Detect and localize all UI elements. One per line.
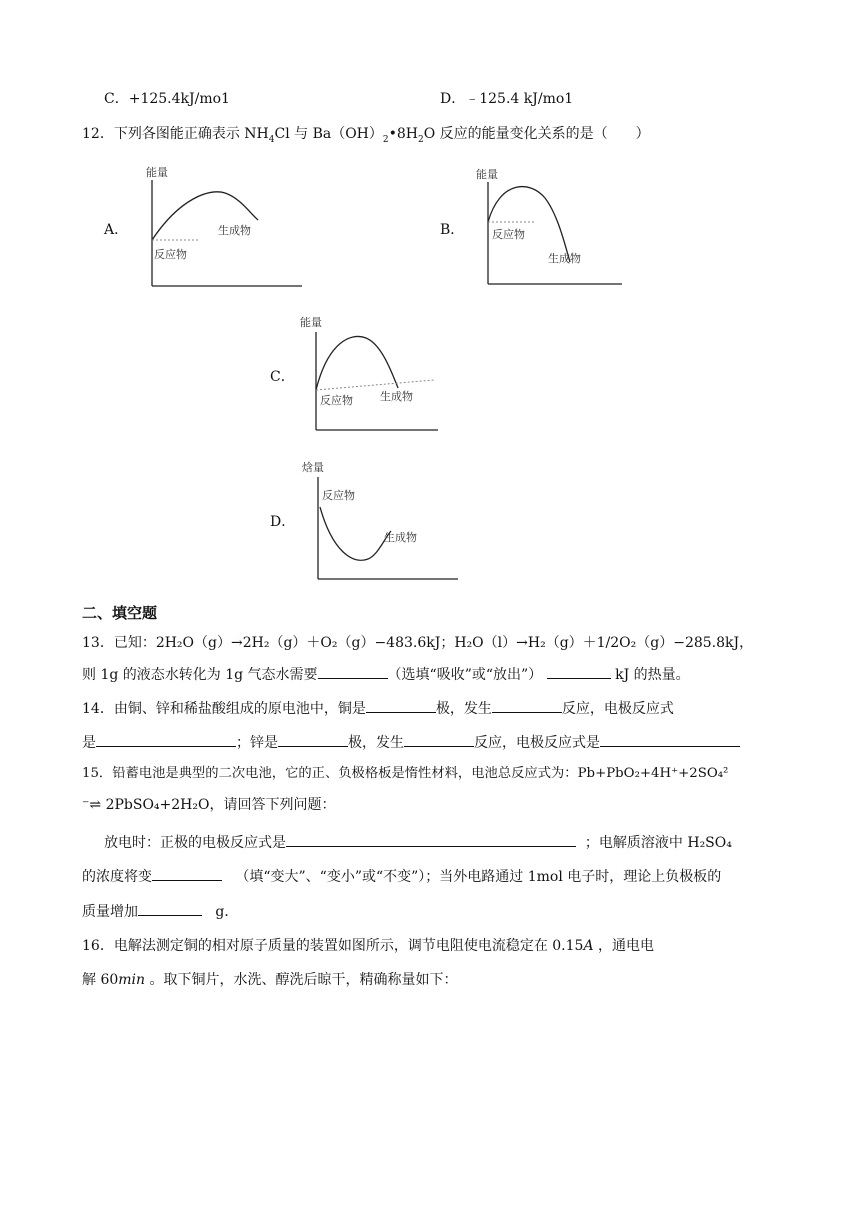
answer-blank[interactable] [318, 664, 388, 679]
energy-axis-label: 焓量 [302, 461, 324, 474]
energy-graph-b [470, 160, 630, 290]
stem-text: •8H [388, 126, 419, 142]
section-title: 二、填空题 [82, 604, 158, 622]
energy-axis-label: 能量 [476, 168, 498, 181]
text: （填“变大”、“变小”或“不变”）；当外电路通过 1mol 电子时，理论上负极板的 [235, 869, 722, 885]
product-label: 生成物 [548, 252, 581, 265]
text: kJ 的热量。 [610, 667, 690, 683]
answer-blank[interactable] [152, 866, 222, 881]
text: 。取下铜片，水洗、醇洗后晾干，精确称量如下： [145, 972, 458, 988]
text: ，通电电 [593, 938, 655, 954]
text: 16．电解法测定铜的相对原子质量的装置如图所示，调节电阻使电流稳定在 0.15 [82, 938, 584, 954]
reactant-label: 反应物 [492, 228, 525, 241]
question-15-line-2: ⁻⇌ 2PbSO₄+2H₂O，请回答下列问题： [82, 797, 336, 813]
question-13-line-1: 13．已知：2H₂O（g）→2H₂（g）＋O₂（g）−483.6kJ；H₂O（l）→H₂（g）＋1/2O₂（g）−285.8kJ， [82, 635, 754, 651]
text: 质量增加 [82, 904, 138, 920]
subscript: 4 [268, 134, 275, 145]
question-16-line-1 [82, 936, 654, 956]
question-number: 12． [82, 126, 114, 142]
unit: min [118, 972, 146, 988]
question-15-line-4 [82, 866, 721, 887]
question-12-stem [82, 124, 650, 144]
text: 反应，电极反应式是 [474, 735, 600, 751]
answer-blank[interactable] [404, 732, 474, 747]
question-15-line-5 [82, 901, 238, 922]
stem-text: 下列各图能正确表示 NH [113, 126, 269, 142]
text: g． [215, 904, 239, 920]
subscript: 2 [382, 134, 389, 145]
text: 则 1g 的液态水转化为 1g 气态水需要 [82, 667, 318, 683]
question-14-line-1 [82, 698, 674, 719]
answer-blank[interactable] [138, 901, 202, 916]
option-b-label: B． [440, 222, 465, 238]
question-13-line-2 [82, 664, 690, 685]
reactant-label: 反应物 [322, 489, 355, 502]
text: 的浓度将变 [82, 869, 152, 885]
text: 极，发生 [435, 701, 492, 717]
reactant-label: 反应物 [154, 248, 187, 261]
product-label: 生成物 [380, 390, 413, 403]
option-d-label: D． [270, 514, 296, 530]
text: ；锌是 [236, 735, 278, 751]
stem-text: O 反应的能量变化关系的是（ ） [423, 126, 650, 142]
text: 14．由铜、锌和稀盐酸组成的原电池中，铜是 [82, 701, 366, 717]
energy-graph-d [296, 455, 466, 585]
question-15-line-3 [104, 832, 732, 853]
option-c-label: C． [270, 369, 295, 385]
text: ；电解质溶液中 H₂SO₄ [584, 835, 732, 851]
option-a-label: A． [104, 222, 129, 238]
subscript: 2 [418, 134, 424, 145]
unit: A [583, 938, 594, 954]
energy-axis-label: 能量 [300, 316, 322, 329]
product-label: 生成物 [384, 531, 417, 544]
text: 极，发生 [348, 735, 404, 751]
stem-text: Cl 与 Ba（OH） [274, 126, 383, 142]
energy-axis-label: 能量 [146, 166, 168, 179]
product-label: 生成物 [218, 224, 251, 237]
answer-blank[interactable] [96, 732, 236, 747]
question-14-line-2 [82, 732, 740, 753]
option-d-q11: D．﹣125.4 kJ/mo1 [440, 91, 574, 107]
energy-graph-c [296, 310, 446, 435]
text: （选填“吸收”或“放出”） [387, 667, 543, 683]
text: 解 60 [82, 972, 119, 988]
text: 放电时：正极的电极反应式是 [104, 835, 286, 851]
answer-blank[interactable] [547, 664, 611, 679]
option-c-q11: C．+125.4kJ/mo1 [104, 91, 230, 107]
text: 是 [82, 735, 96, 751]
energy-graph-a [140, 158, 310, 293]
answer-blank[interactable] [278, 732, 348, 747]
answer-blank[interactable] [366, 698, 436, 713]
answer-blank[interactable] [600, 732, 740, 747]
question-16-line-2 [82, 970, 458, 990]
answer-blank[interactable] [492, 698, 562, 713]
answer-blank[interactable] [286, 832, 576, 847]
question-15-line-1: 15．铅蓄电池是典型的二次电池，它的正、负极格板是惰性材料，电池总反应式为：Pb+PbO₂+4H⁺+2SO₄² [82, 766, 729, 781]
text: 反应，电极反应式 [561, 701, 674, 717]
reactant-label: 反应物 [320, 394, 353, 407]
